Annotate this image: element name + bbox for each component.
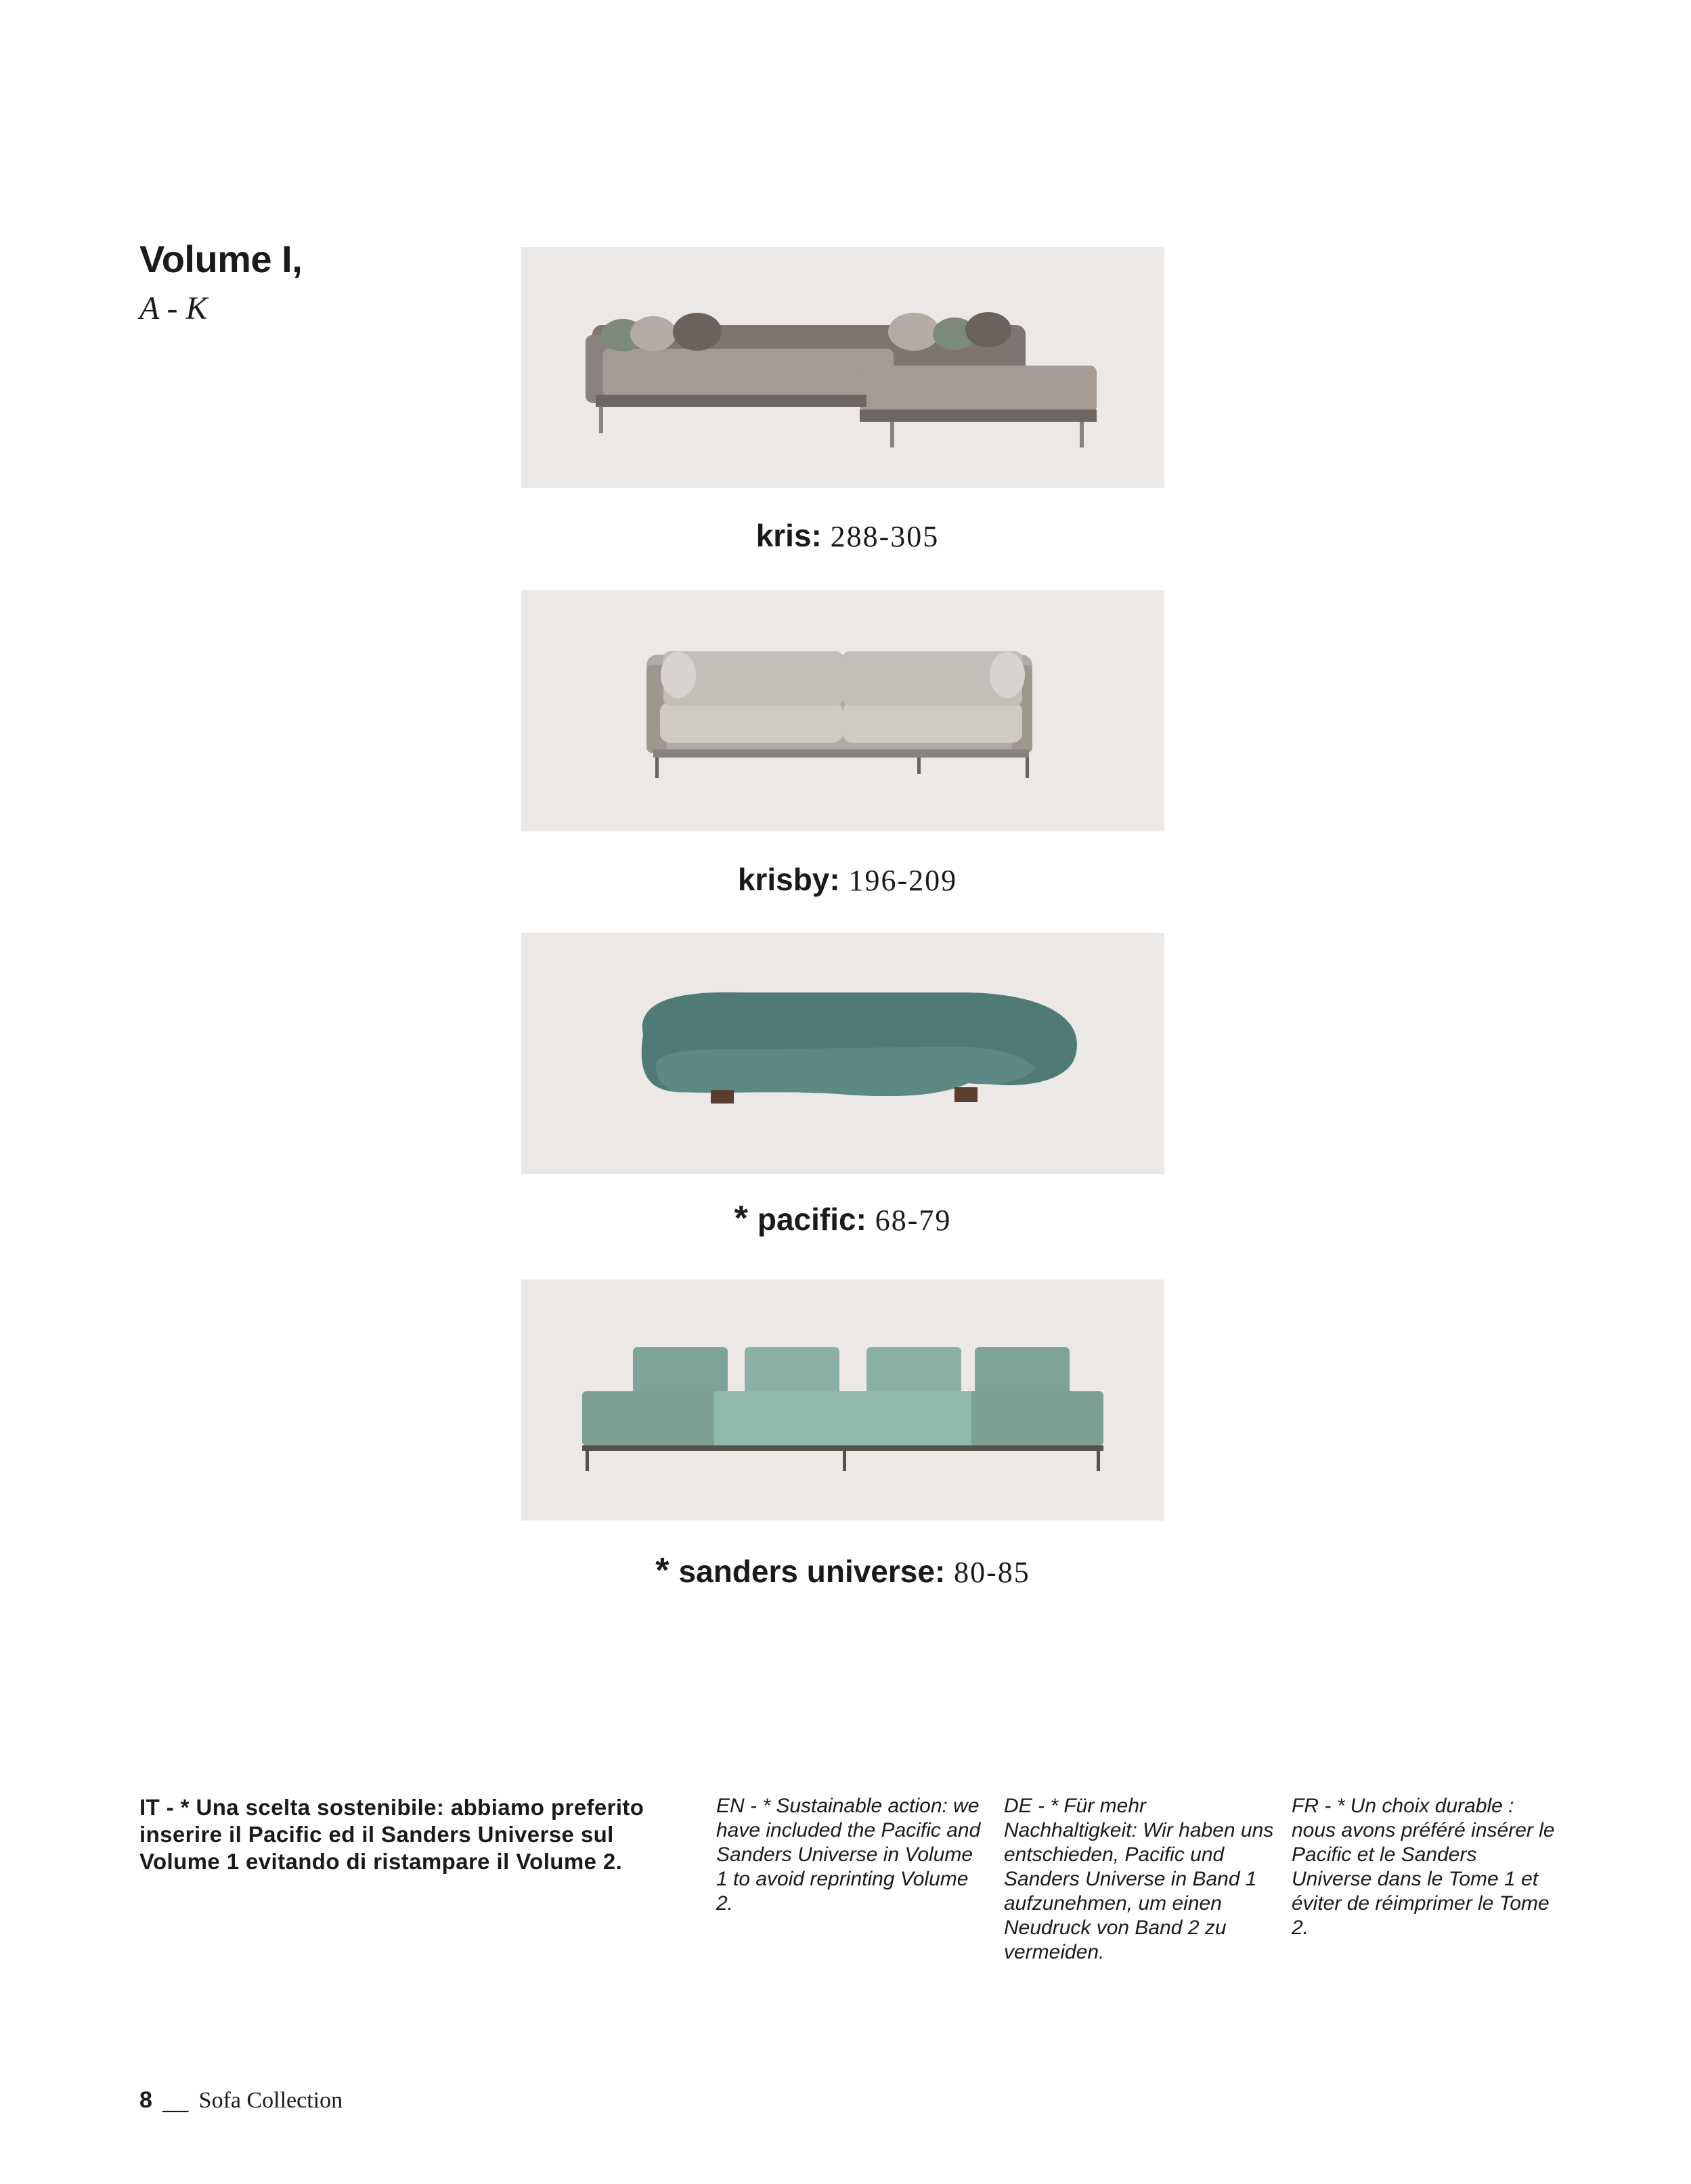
sanders-universe-name: sanders universe: <box>678 1554 946 1589</box>
volume-title: Volume I, <box>139 238 303 280</box>
note-french: FR - * Un choix durable : nous avons préféré insérer le Pacific et le Sanders Universe dans le Tome 1 et éviter de réimprimer le Tome 2. <box>1292 1795 1555 1939</box>
krisby-name: krisby: <box>737 862 840 897</box>
pacific-caption <box>521 1198 1164 1239</box>
collection-name: Sofa Collection <box>198 2088 343 2113</box>
kris-sofa-photo <box>521 247 1164 488</box>
pacific-asterisk: * <box>734 1199 748 1238</box>
kris-caption <box>521 515 1164 555</box>
pacific-pages: 68-79 <box>875 1204 952 1237</box>
kris-name: kris: <box>755 518 822 553</box>
note-english: EN - * Sustainable action: we have included the Pacific and Sanders Universe in Volume 1 to avoid reprinting Volume 2. <box>716 1795 981 1915</box>
note-italian: IT - * Una scelta sostenibile: abbiamo preferito inserire il Pacific ed il Sanders Universe sul Volume 1 evitando di ristampare il Volume 2. <box>139 1795 644 1874</box>
footer-separator: __ <box>162 2087 189 2113</box>
krisby-sofa-photo <box>521 590 1164 831</box>
sanders-universe-pages: 80-85 <box>954 1556 1030 1589</box>
page-footer <box>139 2087 343 2114</box>
page-number: 8 <box>139 2087 152 2113</box>
volume-range: A - K <box>139 290 208 326</box>
krisby-caption <box>521 858 1164 899</box>
note-german: DE - * Für mehr Nachhaltigkeit: Wir haben uns entschieden, Pacific und Sanders Universe in Band 1 aufzunehmen, um einen Neudruck von Band 2 zu vermeiden. <box>1004 1795 1274 1963</box>
krisby-pages: 196-209 <box>848 864 958 897</box>
sanders-universe-asterisk: * <box>655 1551 669 1590</box>
kris-pages: 288-305 <box>830 520 940 553</box>
pacific-sofa-photo <box>521 933 1164 1174</box>
sanders-universe-caption <box>521 1550 1164 1591</box>
sanders-universe-sofa-photo <box>521 1280 1164 1521</box>
pacific-name: pacific: <box>757 1202 866 1237</box>
